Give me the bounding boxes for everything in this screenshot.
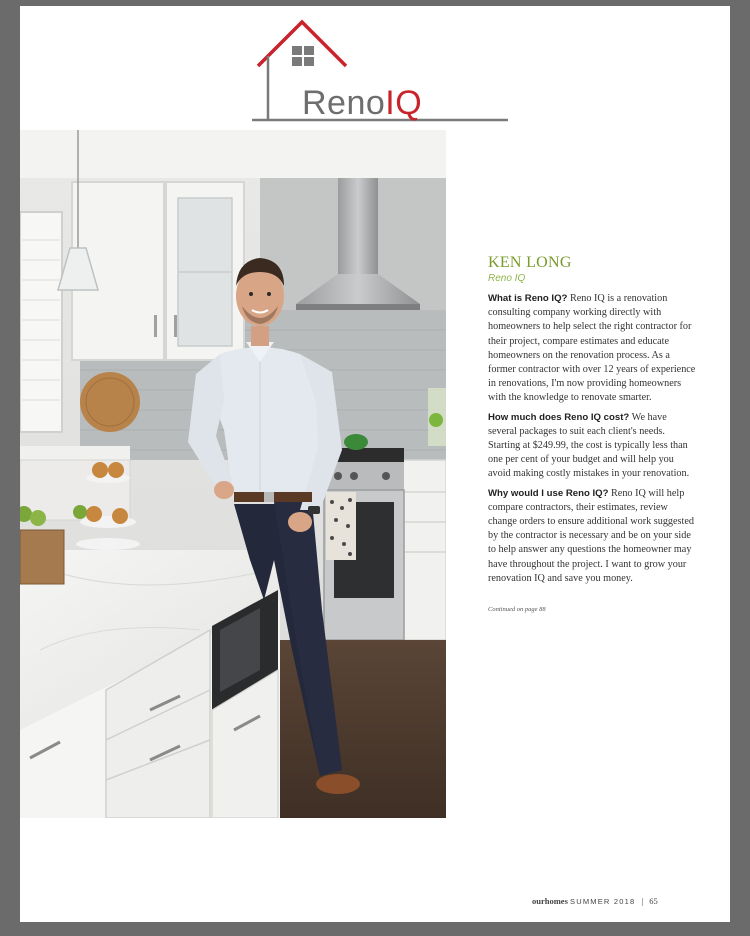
magazine-page <box>20 6 730 922</box>
qa-section <box>488 292 698 406</box>
profile-article <box>488 254 698 613</box>
profile-company: Reno IQ <box>488 273 526 284</box>
qa-question: What is Reno IQ? <box>488 293 568 304</box>
logo-wordmark: RenoIQ <box>302 84 423 122</box>
kitchen-photo <box>20 130 446 818</box>
qa-answer: Reno IQ is a renovation consulting company working directly with homeowners to help select the right contractor for their project, compare estimates and educate homeowners on the renovation process. As a former contractor with over 12 years of experience in renovations, I'm now providing homeowners with the knowledge to renovate smarter. <box>488 293 696 404</box>
page-number: 65 <box>649 896 658 906</box>
page-footer <box>532 896 658 906</box>
profile-name: KEN LONG <box>488 254 572 271</box>
issue-label: SUMMER 2018 <box>570 897 636 906</box>
qa-section <box>488 411 698 482</box>
qa-answer: We have several packages to suit each client's needs. Starting at $249.99, the cost is typically less than one per cent of your budget and will help you avoid making costly mistakes in your renovation. <box>488 411 690 480</box>
kitchen-portrait-illustration <box>20 130 446 818</box>
qa-section <box>488 487 698 586</box>
footer-separator: | <box>641 896 644 906</box>
qa-answer: Reno IQ will help compare contractors, their estimates, review change orders to ensure additional work suggested by the contractor is necessary and be on your side to help answer any questions the homeowner may have throughout the project. I want to grow your renovation IQ and save you money. <box>488 487 694 584</box>
magazine-name: ourhomes <box>532 896 568 906</box>
qa-question: Why would I use Reno IQ? <box>488 487 609 499</box>
qa-question: How much does Reno IQ cost? <box>488 411 630 423</box>
continued-note: Continued on page 88 <box>488 606 546 614</box>
